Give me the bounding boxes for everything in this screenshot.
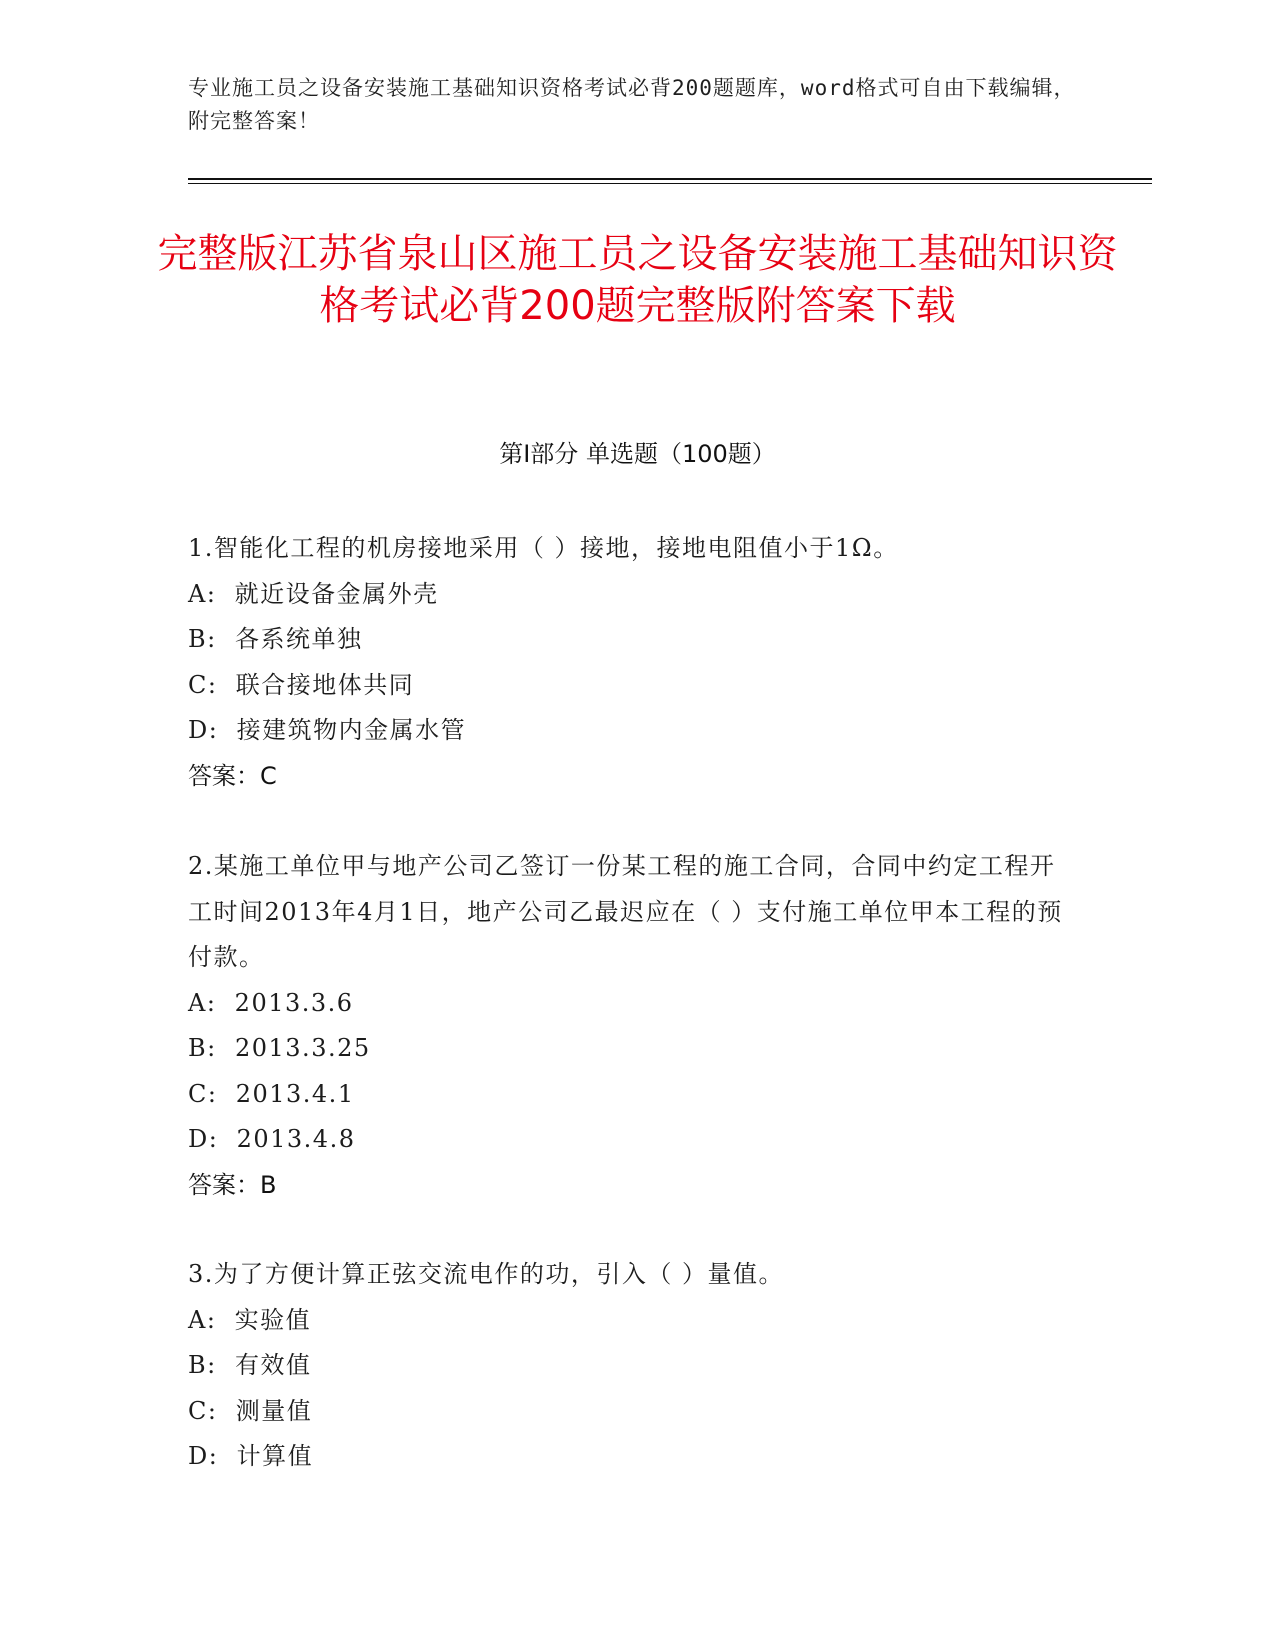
question-stem: 2.某施工单位甲与地产公司乙签订一份某工程的施工合同，合同中约定工程开工时间2013年4月1日，地产公司乙最迟应在（ ）支付施工单位甲本工程的预付款。	[188, 852, 1063, 971]
option-a: A: 2013.3.6	[188, 988, 354, 1017]
option-a: A: 实验值	[188, 1305, 312, 1334]
option-d: D: 接建筑物内金属水管	[188, 716, 467, 744]
answer: 答案：B	[188, 1170, 277, 1199]
header-note: 专业施工员之设备安装施工基础知识资格考试必背200题题库，word格式可自由下载编辑，附完整答案！	[188, 76, 1076, 133]
header-divider-thick	[188, 178, 1152, 180]
option-c: C: 2013.4.1	[188, 1079, 355, 1108]
option-b: B: 有效值	[188, 1351, 312, 1379]
section-heading: 第I部分 单选题（100题）	[499, 440, 776, 468]
header-divider-thin	[188, 183, 1152, 184]
question-stem: 1.智能化工程的机房接地采用（ ）接地，接地电阻值小于1Ω。	[188, 534, 899, 562]
option-b: B: 各系统单独	[188, 625, 363, 653]
option-b: B: 2013.3.25	[188, 1034, 371, 1062]
option-c: C: 联合接地体共同	[188, 670, 415, 699]
option-d: D: 计算值	[188, 1442, 314, 1470]
question-stem: 3.为了方便计算正弦交流电作的功，引入（ ）量值。	[188, 1260, 785, 1288]
question-1	[188, 526, 1068, 799]
answer: 答案：C	[188, 761, 277, 790]
question-2	[188, 844, 1068, 1208]
question-3	[188, 1252, 1068, 1480]
option-c: C: 测量值	[188, 1396, 313, 1425]
option-a: A: 就近设备金属外壳	[188, 579, 439, 608]
option-d: D: 2013.4.8	[188, 1125, 356, 1153]
document-title: 完整版江苏省泉山区施工员之设备安装施工基础知识资格考试必背200题完整版附答案下载	[157, 231, 1118, 329]
